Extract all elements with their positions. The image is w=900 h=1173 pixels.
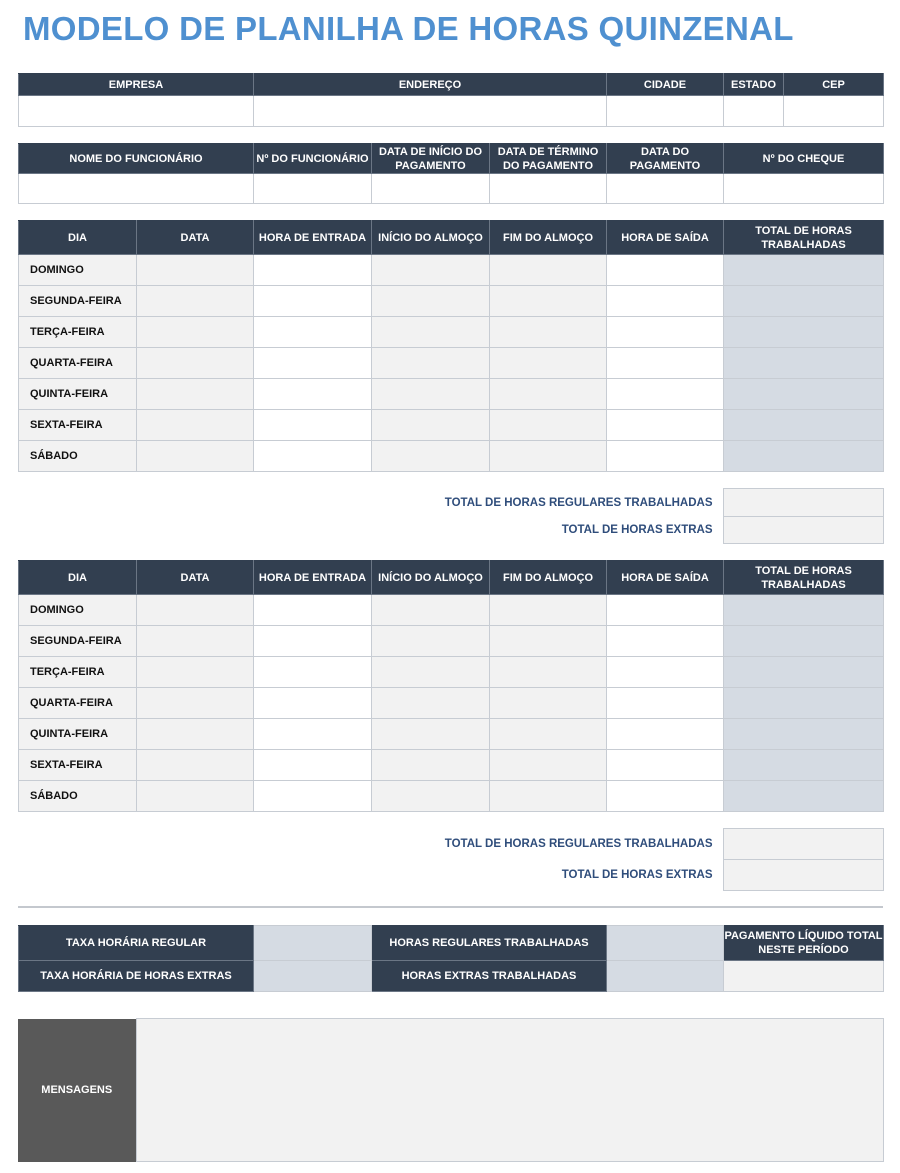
extra-rate-label: TAXA HORÁRIA DE HORAS EXTRAS <box>19 961 254 992</box>
regular-hours-value <box>607 926 724 961</box>
time-out-cell[interactable] <box>607 441 724 472</box>
header-lunch-end: FIM DO ALMOÇO <box>490 561 607 595</box>
header-time-out: HORA DE SAÍDA <box>607 221 724 255</box>
lunch-end-cell[interactable] <box>490 626 607 657</box>
pay-start-input[interactable] <box>372 174 490 204</box>
lunch-start-cell[interactable] <box>372 688 490 719</box>
table-row <box>19 781 884 812</box>
header-time-in: HORA DE ENTRADA <box>254 221 372 255</box>
date-cell[interactable] <box>137 781 254 812</box>
table-row <box>19 286 884 317</box>
header-day: DIA <box>19 221 137 255</box>
day-label: TERÇA-FEIRA <box>19 657 137 688</box>
time-in-cell[interactable] <box>254 595 372 626</box>
lunch-start-cell[interactable] <box>372 441 490 472</box>
day-label: DOMINGO <box>19 255 137 286</box>
table-row <box>19 719 884 750</box>
header-pay-end: DATA DE TÉRMINO DO PAGAMENTO <box>490 144 607 174</box>
time-in-cell[interactable] <box>254 379 372 410</box>
total-extra-hours-value <box>723 517 883 544</box>
section-divider <box>18 906 883 908</box>
pay-summary-table <box>18 925 884 992</box>
check-number-input[interactable] <box>724 174 884 204</box>
lunch-end-cell[interactable] <box>490 781 607 812</box>
time-in-cell[interactable] <box>254 348 372 379</box>
extra-rate-input[interactable] <box>254 961 372 992</box>
lunch-start-cell[interactable] <box>372 379 490 410</box>
time-out-cell[interactable] <box>607 781 724 812</box>
header-lunch-start: INÍCIO DO ALMOÇO <box>372 561 490 595</box>
total-hours-cell <box>724 317 884 348</box>
lunch-end-cell[interactable] <box>490 657 607 688</box>
header-date: DATA <box>137 561 254 595</box>
lunch-end-cell[interactable] <box>490 441 607 472</box>
lunch-start-cell[interactable] <box>372 255 490 286</box>
day-label: SEXTA-FEIRA <box>19 410 137 441</box>
regular-rate-input[interactable] <box>254 926 372 961</box>
time-out-cell[interactable] <box>607 750 724 781</box>
table-row <box>19 657 884 688</box>
header-time-out: HORA DE SAÍDA <box>607 561 724 595</box>
table-row <box>19 348 884 379</box>
total-hours-cell <box>724 410 884 441</box>
header-city: CIDADE <box>607 74 724 96</box>
city-input[interactable] <box>607 96 724 127</box>
header-pay-date: DATA DO PAGAMENTO <box>607 144 724 174</box>
employee-name-input[interactable] <box>19 174 254 204</box>
time-in-cell[interactable] <box>254 781 372 812</box>
time-in-cell[interactable] <box>254 750 372 781</box>
pay-date-input[interactable] <box>607 174 724 204</box>
table-row <box>19 441 884 472</box>
table-row <box>19 379 884 410</box>
time-in-cell[interactable] <box>254 688 372 719</box>
header-total-hours: TOTAL DE HORAS TRABALHADAS <box>724 221 884 255</box>
total-hours-cell <box>724 750 884 781</box>
day-label: QUARTA-FEIRA <box>19 688 137 719</box>
day-label: QUINTA-FEIRA <box>19 379 137 410</box>
date-cell[interactable] <box>137 626 254 657</box>
employee-number-input[interactable] <box>254 174 372 204</box>
time-in-cell[interactable] <box>254 626 372 657</box>
time-out-cell[interactable] <box>607 286 724 317</box>
lunch-start-cell[interactable] <box>372 781 490 812</box>
lunch-end-cell[interactable] <box>490 286 607 317</box>
day-label: QUARTA-FEIRA <box>19 348 137 379</box>
header-date: DATA <box>137 221 254 255</box>
date-cell[interactable] <box>137 255 254 286</box>
regular-hours-label: HORAS REGULARES TRABALHADAS <box>372 926 607 961</box>
date-cell[interactable] <box>137 348 254 379</box>
header-pay-start: DATA DE INÍCIO DO PAGAMENTO <box>372 144 490 174</box>
total-hours-cell <box>724 255 884 286</box>
lunch-start-cell[interactable] <box>372 286 490 317</box>
time-out-cell[interactable] <box>607 719 724 750</box>
table-row <box>19 626 884 657</box>
header-lunch-start: INÍCIO DO ALMOÇO <box>372 221 490 255</box>
day-label: DOMINGO <box>19 595 137 626</box>
net-pay-label: PAGAMENTO LÍQUIDO TOTAL NESTE PERÍODO <box>724 926 884 961</box>
zip-input[interactable] <box>784 96 884 127</box>
total-regular-hours-label: TOTAL DE HORAS REGULARES TRABALHADAS <box>444 838 713 850</box>
date-cell[interactable] <box>137 379 254 410</box>
table-row <box>19 688 884 719</box>
time-out-cell[interactable] <box>607 688 724 719</box>
total-hours-cell <box>724 626 884 657</box>
date-cell[interactable] <box>137 688 254 719</box>
page-title: MODELO DE PLANILHA DE HORAS QUINZENAL <box>23 10 794 47</box>
header-check-number: Nº DO CHEQUE <box>724 144 884 174</box>
day-label: SÁBADO <box>19 781 137 812</box>
header-day: DIA <box>19 561 137 595</box>
total-hours-cell <box>724 441 884 472</box>
header-company: EMPRESA <box>19 74 254 96</box>
header-time-in: HORA DE ENTRADA <box>254 561 372 595</box>
lunch-end-cell[interactable] <box>490 255 607 286</box>
lunch-end-cell[interactable] <box>490 317 607 348</box>
day-label: SÁBADO <box>19 441 137 472</box>
company-table <box>18 73 884 127</box>
week-1-table <box>18 220 884 472</box>
total-regular-hours-value <box>723 829 883 860</box>
header-state: ESTADO <box>724 74 784 96</box>
total-hours-cell <box>724 719 884 750</box>
lunch-start-cell[interactable] <box>372 595 490 626</box>
total-extra-hours-label: TOTAL DE HORAS EXTRAS <box>561 524 713 536</box>
header-employee-number: Nº DO FUNCIONÁRIO <box>254 144 372 174</box>
time-in-cell[interactable] <box>254 657 372 688</box>
header-employee-name: NOME DO FUNCIONÁRIO <box>19 144 254 174</box>
date-cell[interactable] <box>137 286 254 317</box>
total-hours-cell <box>724 379 884 410</box>
state-input[interactable] <box>724 96 784 127</box>
total-hours-cell <box>724 657 884 688</box>
time-out-cell[interactable] <box>607 595 724 626</box>
lunch-start-cell[interactable] <box>372 657 490 688</box>
week-1-totals <box>18 488 884 544</box>
lunch-end-cell[interactable] <box>490 719 607 750</box>
table-row <box>19 410 884 441</box>
messages-input[interactable] <box>136 1019 883 1162</box>
header-zip: CEP <box>784 74 884 96</box>
time-out-cell[interactable] <box>607 410 724 441</box>
time-out-cell[interactable] <box>607 626 724 657</box>
day-label: SEGUNDA-FEIRA <box>19 286 137 317</box>
date-cell[interactable] <box>137 750 254 781</box>
lunch-end-cell[interactable] <box>490 595 607 626</box>
lunch-end-cell[interactable] <box>490 379 607 410</box>
table-row <box>19 750 884 781</box>
total-hours-cell <box>724 595 884 626</box>
address-input[interactable] <box>254 96 607 127</box>
lunch-start-cell[interactable] <box>372 750 490 781</box>
total-regular-hours-label: TOTAL DE HORAS REGULARES TRABALHADAS <box>444 496 713 509</box>
messages-table <box>18 1018 884 1162</box>
total-extra-hours-value <box>723 860 883 891</box>
time-in-cell[interactable] <box>254 255 372 286</box>
lunch-end-cell[interactable] <box>490 348 607 379</box>
lunch-start-cell[interactable] <box>372 410 490 441</box>
company-input[interactable] <box>19 96 254 127</box>
time-out-cell[interactable] <box>607 379 724 410</box>
date-cell[interactable] <box>137 410 254 441</box>
time-out-cell[interactable] <box>607 317 724 348</box>
time-in-cell[interactable] <box>254 719 372 750</box>
lunch-start-cell[interactable] <box>372 626 490 657</box>
time-in-cell[interactable] <box>254 410 372 441</box>
week-2-table <box>18 560 884 812</box>
time-in-cell[interactable] <box>254 286 372 317</box>
header-lunch-end: FIM DO ALMOÇO <box>490 221 607 255</box>
total-hours-cell <box>724 348 884 379</box>
regular-rate-label: TAXA HORÁRIA REGULAR <box>19 926 254 961</box>
net-pay-value <box>724 961 884 992</box>
lunch-start-cell[interactable] <box>372 719 490 750</box>
total-hours-cell <box>724 286 884 317</box>
employee-table <box>18 143 884 204</box>
day-label: TERÇA-FEIRA <box>19 317 137 348</box>
lunch-end-cell[interactable] <box>490 750 607 781</box>
date-cell[interactable] <box>137 441 254 472</box>
day-label: SEGUNDA-FEIRA <box>19 626 137 657</box>
lunch-start-cell[interactable] <box>372 317 490 348</box>
lunch-end-cell[interactable] <box>490 410 607 441</box>
total-hours-cell <box>724 781 884 812</box>
date-cell[interactable] <box>137 719 254 750</box>
week-2-totals <box>18 828 884 891</box>
total-extra-hours-label: TOTAL DE HORAS EXTRAS <box>561 869 713 881</box>
lunch-end-cell[interactable] <box>490 688 607 719</box>
time-out-cell[interactable] <box>607 348 724 379</box>
lunch-start-cell[interactable] <box>372 348 490 379</box>
time-in-cell[interactable] <box>254 441 372 472</box>
table-row <box>19 317 884 348</box>
date-cell[interactable] <box>137 317 254 348</box>
table-row <box>19 595 884 626</box>
header-total-hours: TOTAL DE HORAS TRABALHADAS <box>724 561 884 595</box>
time-out-cell[interactable] <box>607 255 724 286</box>
day-label: QUINTA-FEIRA <box>19 719 137 750</box>
day-label: SEXTA-FEIRA <box>19 750 137 781</box>
messages-label: MENSAGENS <box>18 1019 136 1162</box>
extra-hours-label: HORAS EXTRAS TRABALHADAS <box>372 961 607 992</box>
time-out-cell[interactable] <box>607 657 724 688</box>
table-row <box>19 255 884 286</box>
total-hours-cell <box>724 688 884 719</box>
pay-end-input[interactable] <box>490 174 607 204</box>
time-in-cell[interactable] <box>254 317 372 348</box>
total-regular-hours-value <box>723 489 883 517</box>
date-cell[interactable] <box>137 595 254 626</box>
header-address: ENDEREÇO <box>254 74 607 96</box>
date-cell[interactable] <box>137 657 254 688</box>
extra-hours-value <box>607 961 724 992</box>
